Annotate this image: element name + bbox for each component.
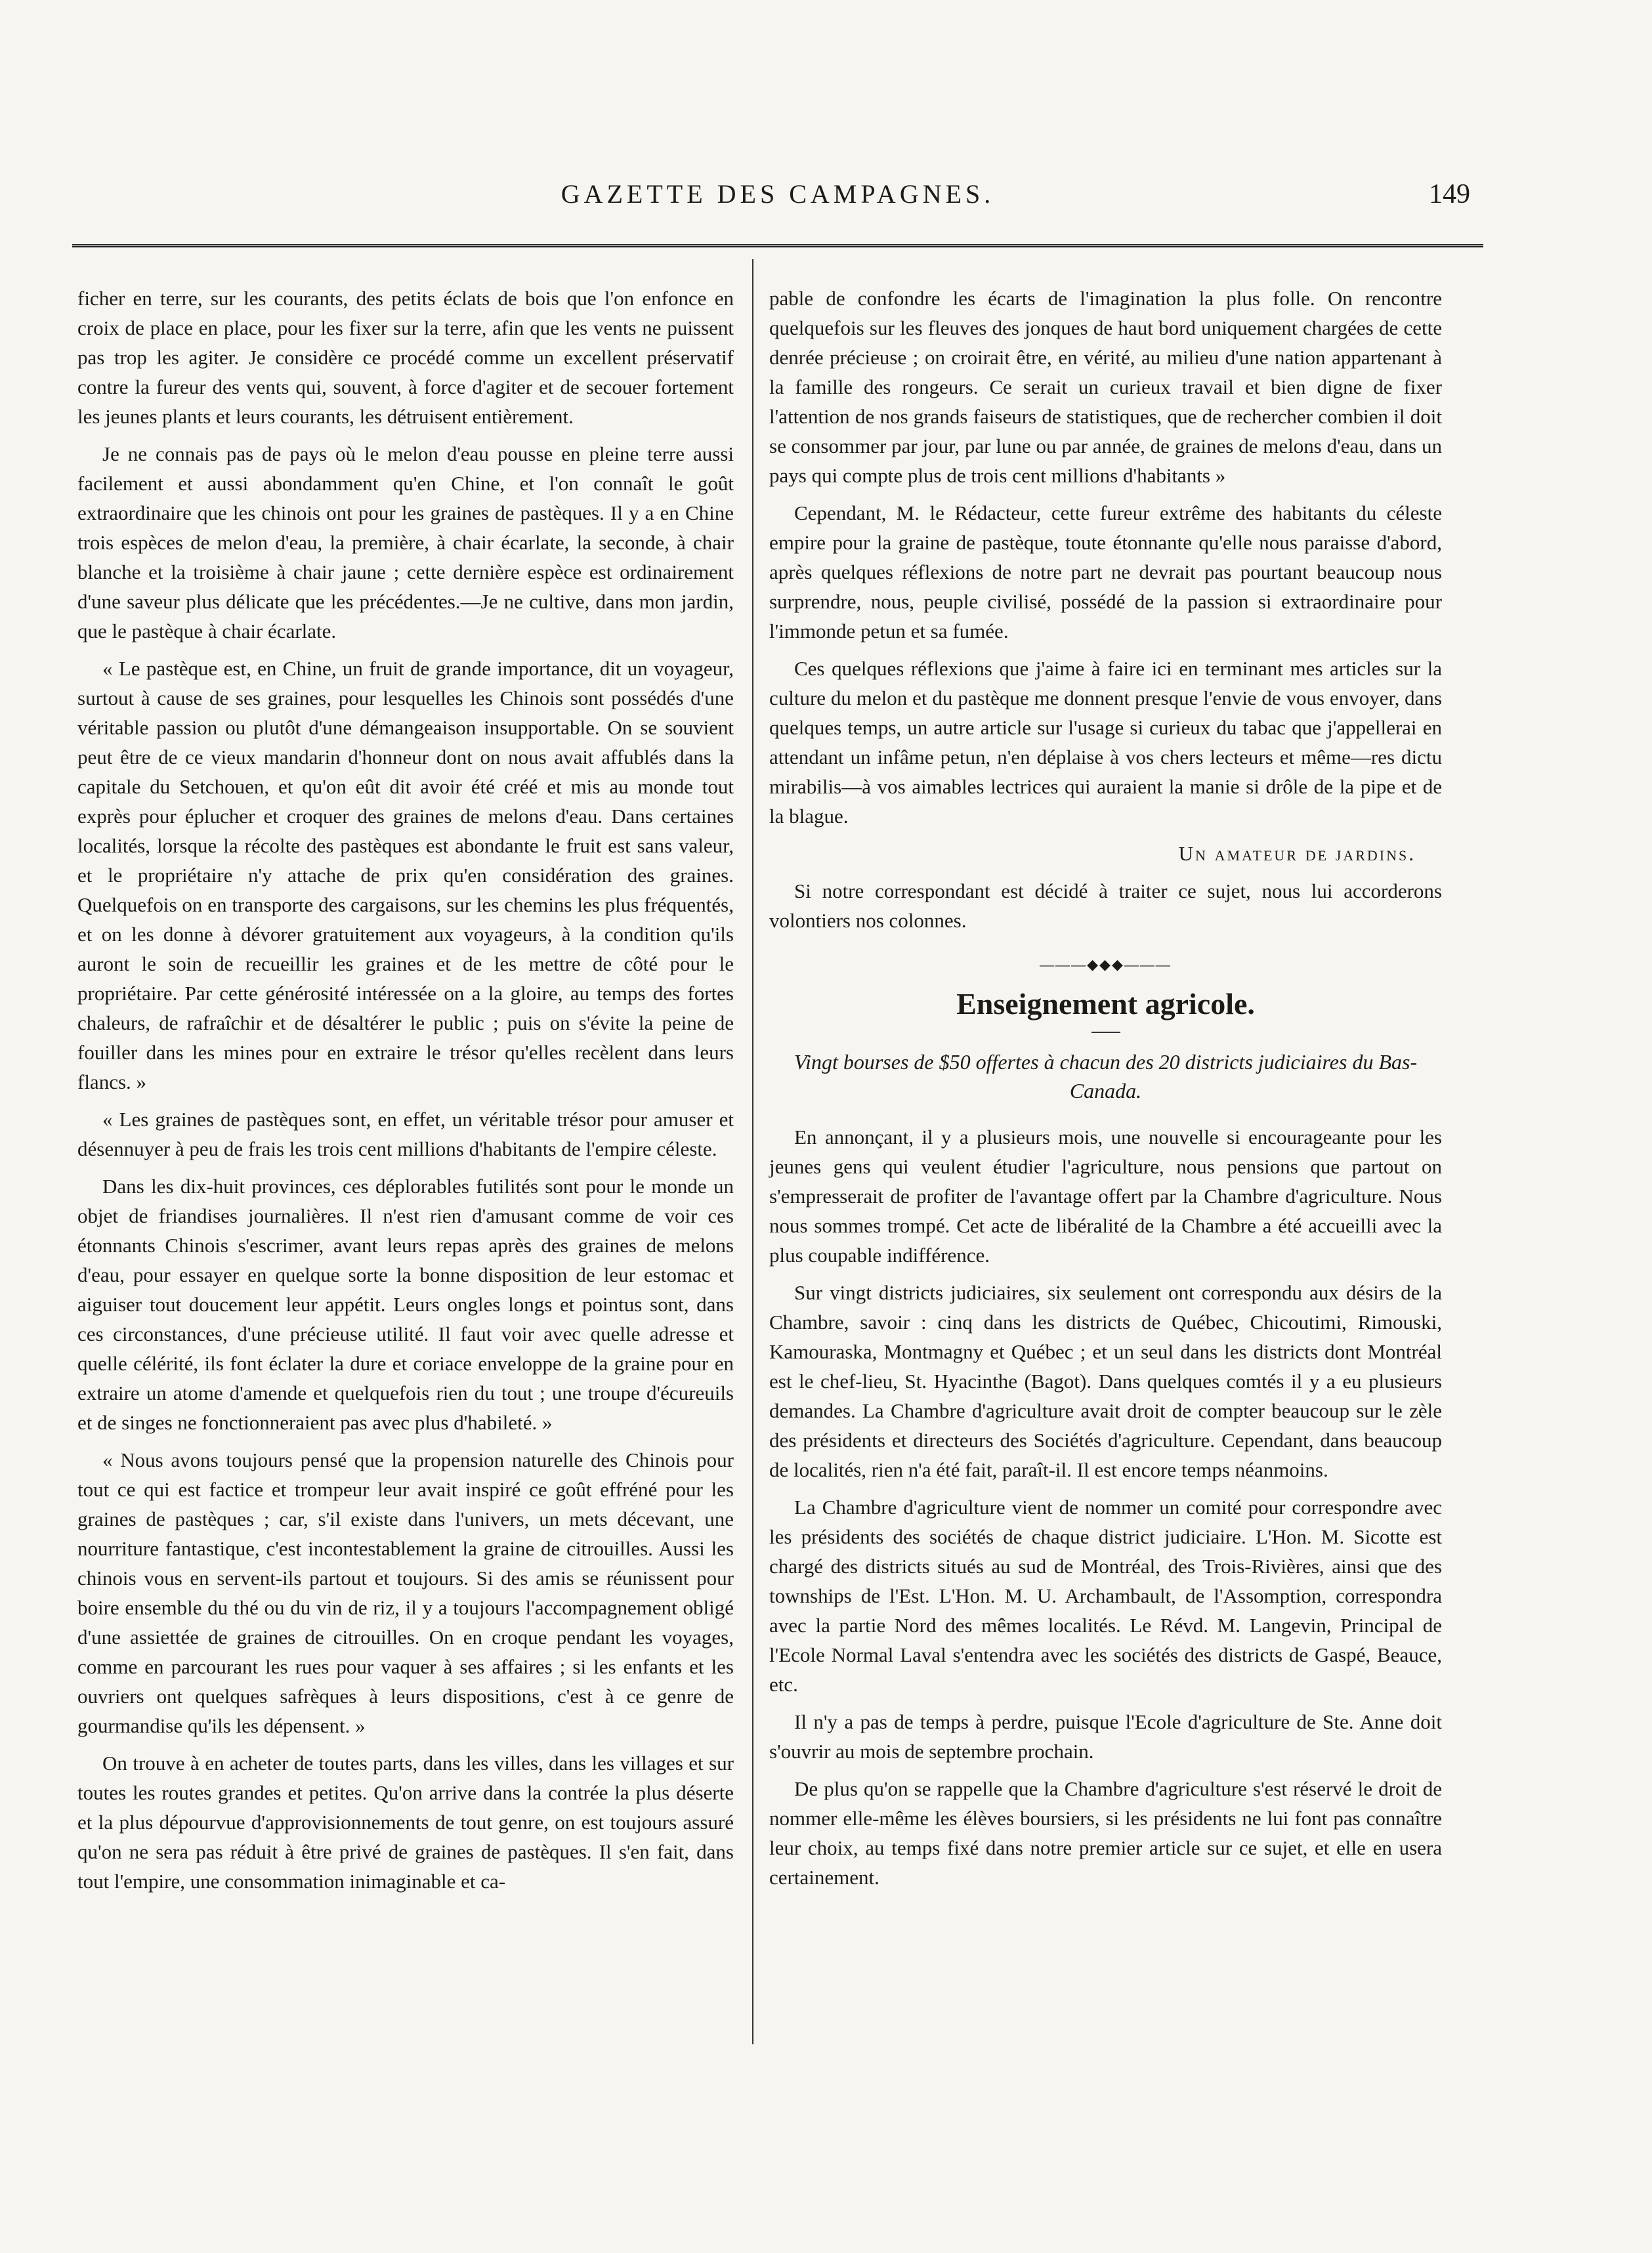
article-signature: Un amateur de jardins. <box>1178 842 1416 865</box>
editor-note: Si notre correspondant est décidé à traiter ce sujet, nous lui accorderons volontiers nos colonnes. <box>769 879 1442 932</box>
article-paragraph: Cependant, M. le Rédacteur, cette fureur extrême des habitants du céleste empire pour la graine de pastèque, toute étonnante qu'elle nous paraisse d'abord, après quelques réflexions de notre part ne devrait pas pourtant beaucoup nous surprendre, nous, peuple civilisé, possédé de la passion si extraordinaire pour l'immonde petun et sa fumée. <box>769 501 1442 642</box>
article-paragraph: Ces quelques réflexions que j'aime à faire ici en terminant mes articles sur la culture du melon et du pastèque me donnent presque l'envie de vous envoyer, dans quelques temps, un autre article sur l'usage si curieux du tabac que j'appellerai en attendant un infâme petun, n'en déplaise à vos chers lecteurs et même—res dictu mirabilis—à vos aimables lectrices qui auraient la manie si drôle de la pipe et de la blague. <box>769 657 1442 828</box>
article-paragraph: De plus qu'on se rappelle que la Chambre d'agriculture s'est réservé le droit de nommer elle-même les élèves boursiers, si les présidents ne lui font pas connaître leur choix, au temps fixé dans notre premier article sur ce sujet, et elle en usera certainement. <box>769 1777 1442 1889</box>
article-paragraph: Sur vingt districts judiciaires, six seulement ont correspondu aux désirs de la Chambre, savoir : cinq dans les districts de Québec, Chicoutimi, Rimouski, Kamouraska, Montmagny et Québec ; et un seul dans les districts dont Montréal est le chef-lieu, St. Hyacinthe (Bagot). Dans quelques comtés il y a eu plusieurs demandes. La Chambre d'agriculture avait droit de compter beaucoup sur le zèle des présidents et directeurs des Sociétés d'agriculture. Cependant, dans beaucoup de localités, rien n'a été fait, paraît-il. Il est encore temps néanmoins. <box>769 1281 1442 1481</box>
article-paragraph: « Le pastèque est, en Chine, un fruit de grande importance, dit un voyageur, surtout à cause de ses graines, pour lesquelles les Chinois sont possédés d'une véritable passion ou plutôt d'une démangeaison insupportable. On se souvient peut être de ce vieux mandarin d'honneur dont on nous avait affublés dans la capitale du Setchouen, et qu'on eût dit avoir été créé et mis au monde tout exprès pour éplucher et croquer des graines de melons d'eau. Dans certaines localités, lorsque la récolte des pastèques est abondante le fruit est sans valeur, et le propriétaire n'y attache de prix qu'en considération des graines. Quelquefois on en transporte des cargaisons, sur les chemins les plus fréquentés, et on les donne à dévorer gratuitement aux voyageurs, à la condition qu'ils auront le soin de recueillir les graines et de les mettre de côté pour le propriétaire. Par cette générosité intéressée on a la gloire, au temps des fortes chaleurs, de rafraîchir et de désaltérer le public ; puis on s'évite la peine de fouiller dans les mines pour en extraire le trésor qu'elles recèlent dans leurs flancs. » <box>77 657 734 1093</box>
article-paragraph: La Chambre d'agriculture vient de nommer un comité pour correspondre avec les présidents des sociétés de chaque district judiciaire. L'Hon. M. Sicotte est chargé des districts situés au sud de Montréal, des Trois-Rivières, ainsi que des townships de l'Est. L'Hon. M. U. Archambault, de l'Assomption, correspondra avec la partie Nord des mêmes localités. Le Révd. M. Langevin, Principal de l'Ecole Normal Laval s'entendra avec les sociétés des districts de Gaspé, Beauce, etc. <box>769 1496 1442 1696</box>
section-title: Enseignement agricole. <box>956 987 1255 1021</box>
title-rule <box>1091 1032 1120 1033</box>
article-paragraph: « Les graines de pastèques sont, en effet, un véritable trésor pour amuser et désennuyer à peu de frais les trois cent millions d'habitants de l'empire céleste. <box>77 1108 734 1160</box>
article-paragraph: Il n'y a pas de temps à perdre, puisque l'Ecole d'agriculture de Ste. Anne doit s'ouvrir au mois de septembre prochain. <box>769 1710 1442 1763</box>
column-divider <box>752 259 753 2044</box>
section-ornament: ———◆◆◆——— <box>1040 956 1172 973</box>
article-paragraph: On trouve à en acheter de toutes parts, dans les villes, dans les villages et sur toutes les routes grandes et petites. Qu'on arrive dans la contrée la plus déserte et la plus dépourvue d'approvisionnements de tout genre, on est toujours assuré qu'on ne sera pas réduit à être privé de graines de pastèques. Il s'en fait, dans tout l'empire, une consommation inimaginable et ca- <box>77 1752 734 1893</box>
article-paragraph: En annonçant, il y a plusieurs mois, une nouvelle si encourageante pour les jeunes gens qui veulent étudier l'agriculture, nous pensions que partout on s'empresserait de profiter de l'avantage offert par la Chambre d'agriculture. Nous nous sommes trompé. Cet acte de libéralité de la Chambre a été accueilli avec la plus coupable indifférence. <box>769 1126 1442 1267</box>
article-paragraph: Dans les dix-huit provinces, ces déplorables futilités sont pour le monde un objet de friandises journalières. Il n'est rien d'amusant comme de voir ces étonnants Chinois s'escrimer, avant leurs repas après des graines de melons d'eau, pour essayer en quelque sorte la bonne disposition de leur estomac et aiguiser tout doucement leur appétit. Leurs ongles longs et pointus sont, dans ces circonstances, d'une précieuse utilité. Il faut voir avec quelle adresse et quelle célérité, ils font éclater la dure et coriace enveloppe de la graine pour en extraire un atome d'amende et quelquefois rien du tout ; une troupe d'écureuils et de singes ne fonctionneraient pas avec plus d'habileté. » <box>77 1175 734 1434</box>
right-column <box>769 284 1442 1900</box>
page-number: 149 <box>1429 179 1470 209</box>
header-rule <box>72 244 1483 247</box>
article-paragraph: Je ne connais pas de pays où le melon d'eau pousse en pleine terre aussi facilement et aussi abondamment qu'en Chine, et l'on connaît le goût extraordinaire que les chinois ont pour les graines de pastèques. Il y a en Chine trois espèces de melon d'eau, la première, à chair écarlate, la seconde, à chair blanche et la troisième à chair jaune ; cette dernière espèce est ordinairement d'une saveur plus délicate que les précédentes.—Je ne cultive, dans mon jardin, que le pastèque à chair écarlate. <box>77 442 734 642</box>
page-header <box>72 179 1483 218</box>
newspaper-title: GAZETTE DES CAMPAGNES. <box>561 179 995 209</box>
article-paragraph: pable de confondre les écarts de l'imagination la plus folle. On rencontre quelquefois sur les fleuves des jonques de haut bord uniquement chargées de cette denrée précieuse ; on croirait être, en vérité, au milieu d'une nation appartenant à la famille des rongeurs. Ce serait un curieux travail et bien digne de fixer l'attention de nos grands faiseurs de statistiques, que de rechercher combien il doit se consommer par jour, par lune ou par année, de graines de melons d'eau, dans un pays qui compte plus de trois cent millions d'habitants » <box>769 287 1442 487</box>
article-paragraph: ficher en terre, sur les courants, des petits éclats de bois que l'on enfonce en croix de place en place, pour les fixer sur la terre, afin que les vents ne puissent pas trop les agiter. Je considère ce procédé comme un excellent préservatif contre la fureur des vents qui, souvent, à force d'agiter et de secouer fortement les jeunes plants et leurs courants, les détruisent entièrement. <box>77 287 734 428</box>
article-paragraph: « Nous avons toujours pensé que la propension naturelle des Chinois pour tout ce qui est factice et trompeur leur avait inspiré ce goût effréné pour les graines de pastèques ; car, s'il existe dans l'univers, un mets décevant, une nourriture fantastique, c'est incontestablement la graine de citrouilles. Aussi les chinois vous en servent-ils partout et toujours. Si des amis se réunissent pour boire ensemble du thé ou du vin de riz, il y a toujours l'accompagnement obligé d'une assiettée de graines de citrouilles. On en croque pendant les voyages, comme en parcourant les rues pour vaquer à ses affaires ; si les enfants et les ouvriers ont quelques safrèques à leurs dispositions, c'est à ce genre de gourmandise qu'ils les dépensent. » <box>77 1448 734 1737</box>
section-subtitle: Vingt bourses de $50 offertes à chacun des 20 districts judiciaires du Bas-Canada. <box>794 1050 1418 1103</box>
left-column <box>77 284 734 1904</box>
